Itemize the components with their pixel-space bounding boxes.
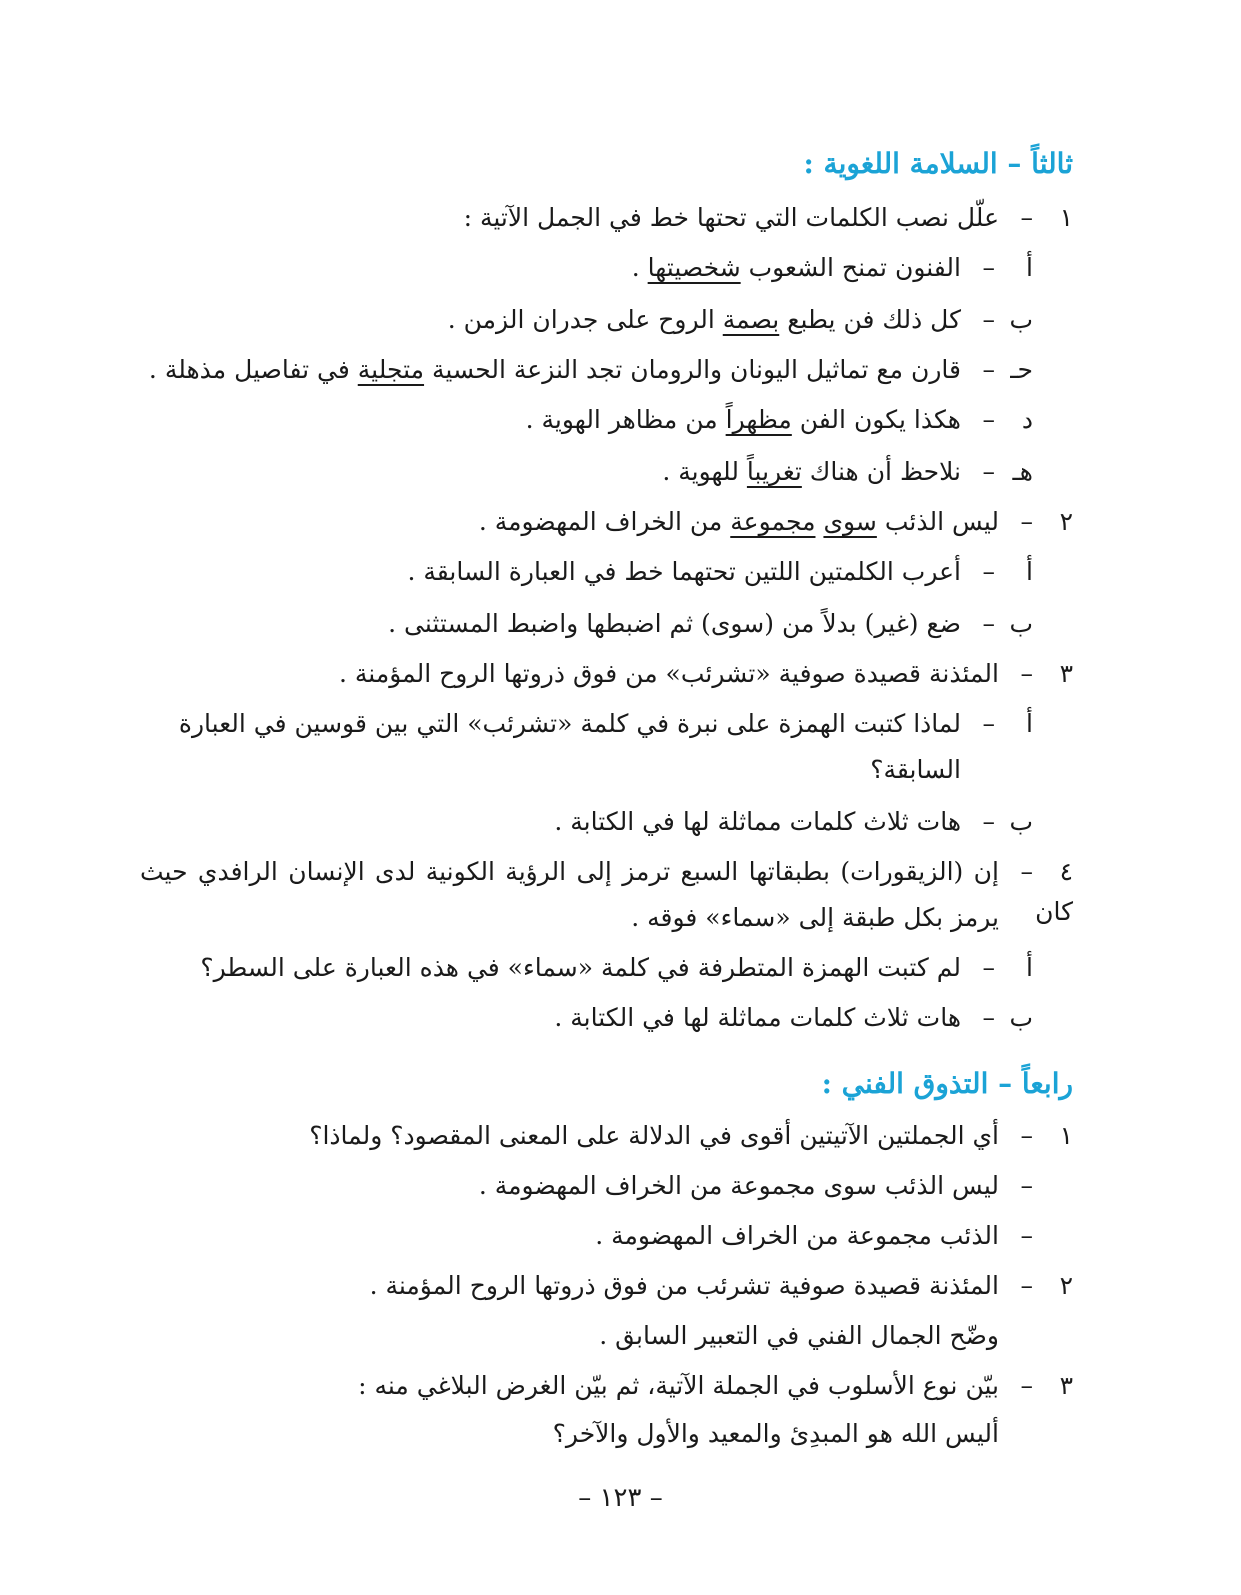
question-text: علّل نصب الكلمات التي تحتها خط في الجمل الآتية :	[463, 203, 999, 232]
subquestion-1a	[140, 248, 1033, 288]
underlined-word: شخصيتها	[647, 253, 741, 282]
subquestion-4b	[140, 998, 1033, 1038]
question-1	[140, 198, 1073, 238]
dash: –	[982, 457, 995, 486]
subquestion-1e	[140, 452, 1033, 492]
sub-text-after: في تفاصيل مذهلة .	[148, 355, 358, 384]
question-s4-3-continued: أليس الله هو المبدِئ والمعيد والأول والآخر؟	[552, 1419, 999, 1448]
question-text-after: من الخراف المهضومة .	[478, 507, 731, 536]
underlined-word: بصمة	[722, 305, 780, 334]
dash: –	[982, 557, 995, 586]
dash: –	[1020, 1371, 1033, 1400]
subquestion-2b	[140, 604, 1033, 644]
underlined-word: مظهراً	[725, 405, 792, 434]
sub-text-before: هكذا يكون الفن	[791, 405, 961, 434]
question-number: ٣	[1059, 659, 1073, 688]
question-number: ٢	[1059, 507, 1073, 536]
question-text-before: ليس الذئب	[876, 507, 999, 536]
dash: –	[1020, 203, 1033, 232]
sub-letter: أ	[1026, 709, 1033, 738]
subquestion-2a	[140, 552, 1033, 592]
underlined-word: مجموعة	[730, 507, 816, 536]
question-2	[140, 502, 1073, 542]
dash: –	[982, 305, 995, 334]
page-number: – ١٢٣ –	[578, 1483, 663, 1513]
sub-letter: د	[1021, 405, 1033, 434]
dash: –	[1020, 1121, 1033, 1150]
sub-text: هات ثلاث كلمات مماثلة لها في الكتابة .	[554, 1003, 961, 1032]
option-text: ليس الذئب سوى مجموعة من الخراف المهضومة .	[478, 1171, 999, 1200]
sub-letter: أ	[1026, 953, 1033, 982]
underlined-word: تغريباً	[746, 457, 802, 486]
question-s4-3	[140, 1366, 1073, 1406]
sub-text: ضع (غير) بدلاً من (سوى) ثم اضبطها واضبط المستثنى .	[388, 609, 961, 638]
dash: –	[1020, 857, 1033, 886]
question-3	[140, 654, 1073, 694]
sub-letter: ب	[1009, 1003, 1033, 1032]
underlined-word: سوى	[823, 507, 877, 536]
section-heading-linguistic: ثالثاً – السلامة اللغوية :	[803, 147, 1073, 180]
sub-text-after: للهوية .	[662, 457, 747, 486]
sub-letter: أ	[1026, 557, 1033, 586]
sub-text-after: الروح على جدران الزمن .	[447, 305, 723, 334]
subquestion-3a-continued: السابقة؟	[870, 755, 961, 784]
sub-text-before: قارن مع تماثيل اليونان والرومان تجد النزعة الحسية	[424, 355, 961, 384]
dash: –	[982, 355, 995, 384]
sub-text: أعرب الكلمتين اللتين تحتهما خط في العبارة السابقة .	[407, 557, 961, 586]
option-1	[140, 1166, 1033, 1206]
sub-text-before: كل ذلك فن يطبع	[779, 305, 961, 334]
sub-text-before: نلاحظ أن هناك	[801, 457, 961, 486]
subquestion-4a	[140, 948, 1033, 988]
question-text: المئذنة قصيدة صوفية تشرئب من فوق ذروتها الروح المؤمنة .	[369, 1271, 999, 1300]
subquestion-1d	[140, 400, 1033, 440]
sub-text-after: .	[631, 253, 648, 282]
dash: –	[982, 807, 995, 836]
dash: –	[1020, 659, 1033, 688]
sub-text: هات ثلاث كلمات مماثلة لها في الكتابة .	[554, 807, 961, 836]
sub-text: لم كتبت الهمزة المتطرفة في كلمة «سماء» في هذه العبارة على السطر؟	[200, 953, 961, 982]
question-4-continued: يرمز بكل طبقة إلى «سماء» فوقه .	[631, 903, 999, 932]
question-text: أي الجملتين الآتيتين أقوى في الدلالة على المعنى المقصود؟ ولماذا؟	[309, 1121, 999, 1150]
question-number: ٤	[1059, 857, 1073, 886]
dash: –	[1020, 1221, 1033, 1250]
question-s4-2-continued: وضّح الجمال الفني في التعبير السابق .	[599, 1321, 999, 1350]
sub-letter: أ	[1026, 253, 1033, 282]
dash: –	[982, 405, 995, 434]
dash: –	[982, 953, 995, 982]
subquestion-1b	[140, 300, 1033, 340]
question-text-line1: إن (الزيقورات) بطبقاتها السبع ترمز إلى الرؤية الكونية لدى الإنسان الرافدي حيث كان	[140, 857, 1073, 926]
underlined-word: متجلية	[357, 355, 425, 384]
sub-text-line1: لماذا كتبت الهمزة على نبرة في كلمة «تشرئب» التي بين قوسين في العبارة	[178, 709, 961, 738]
option-2	[140, 1216, 1033, 1256]
question-number: ٣	[1059, 1371, 1073, 1400]
sub-letter: ب	[1009, 807, 1033, 836]
question-text: بيّن نوع الأسلوب في الجملة الآتية، ثم بيّن الغرض البلاغي منه :	[358, 1371, 999, 1400]
section-heading-artistic: رابعاً – التذوق الفني :	[821, 1067, 1073, 1100]
sub-text-after: من مظاهر الهوية .	[525, 405, 726, 434]
sub-letter: ب	[1009, 609, 1033, 638]
question-text: المئذنة قصيدة صوفية «تشرئب» من فوق ذروتها الروح المؤمنة .	[339, 659, 999, 688]
dash: –	[1020, 507, 1033, 536]
dash: –	[1020, 1271, 1033, 1300]
sub-letter: ب	[1009, 305, 1033, 334]
dash: –	[982, 1003, 995, 1032]
option-text: الذئب مجموعة من الخراف المهضومة .	[595, 1221, 999, 1250]
sub-letter: حـ	[1010, 355, 1033, 384]
subquestion-1c	[140, 350, 1033, 390]
subquestion-3b	[140, 802, 1033, 842]
dash: –	[982, 709, 995, 738]
question-number: ١	[1059, 203, 1073, 232]
sub-text-before: الفنون تمنح الشعوب	[740, 253, 961, 282]
question-number: ٢	[1059, 1271, 1073, 1300]
question-s4-1	[140, 1116, 1073, 1156]
dash: –	[982, 609, 995, 638]
dash: –	[1020, 1171, 1033, 1200]
dash: –	[982, 253, 995, 282]
question-number: ١	[1059, 1121, 1073, 1150]
sub-letter: هـ	[1012, 457, 1033, 486]
question-s4-2	[140, 1266, 1073, 1306]
subquestion-3a	[140, 704, 1033, 744]
